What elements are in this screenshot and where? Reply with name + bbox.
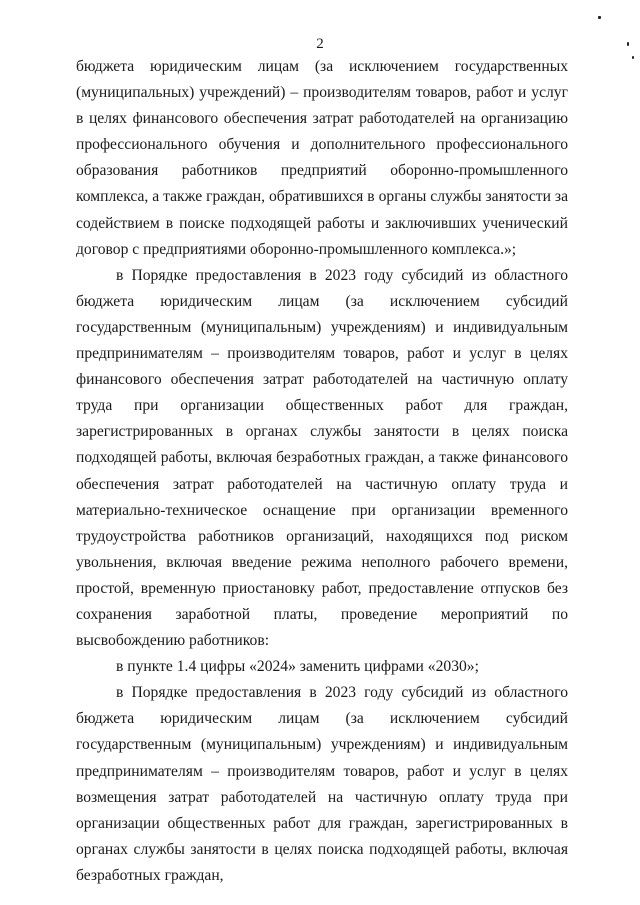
paragraph-continuation: бюджета юридическим лицам (за исключением государственных (муниципальных) учреждений) – производителям товаров, работ и услуг в целях финансового обеспечения затрат работодателей на организацию профессионального обучения и дополнительного профессионального образования работников предприятий оборонно-промышленного комплекса, а также граждан, обратившихся в органы службы занятости за содействием в поиске подходящей работы и заключивших ученический договор с предприятиями оборонно-промышленного комплекса.»; bbox=[76, 58, 568, 258]
page-number: 2 bbox=[316, 36, 324, 52]
scan-artifact bbox=[598, 16, 601, 19]
paragraph-amendment-1-4: в пункте 1.4 цифры «2024» заменить цифрами «2030»; bbox=[116, 658, 479, 676]
paragraph-procedure-public-works: в Порядке предоставления в 2023 году субсидий из областного бюджета юридическим лицам (за исключением субсидий государственным (муниципальным) учреждениям) и индивидуальным предпринимателям – производителям товаров, работ и услуг в целях финансового обеспечения затрат работодателей на частичную оплату труда при организации общественных работ для граждан, зарегистрированных в органах службы занятости в целях поиска подходящей работы, включая безработных граждан, а также финансового обеспечения затрат работодателей на частичную оплату труда и материально-техническое оснащение при организации временного трудоустройства работников организаций, находящихся под риском увольнения, включая введение режима неполного рабочего времени, простой, временную приостановку работ, предоставление отпусков без сохранения заработной платы, проведение мероприятий по высвобождению работников: bbox=[76, 266, 568, 650]
document-body bbox=[76, 54, 568, 889]
scan-artifact bbox=[632, 56, 634, 59]
paragraph-procedure-reimbursement: в Порядке предоставления в 2023 году субсидий из областного бюджета юридическим лицам (за исключением субсидий государственным (муниципальным) учреждениям) и индивидуальным предпринимателям – производителям товаров, работ и услуг в целях возмещения затрат работодателей на частичную оплату труда при организации общественных работ для граждан, зарегистрированных в органах службы занятости в целях поиска подходящей работы, включая безработных граждан, bbox=[76, 684, 568, 884]
